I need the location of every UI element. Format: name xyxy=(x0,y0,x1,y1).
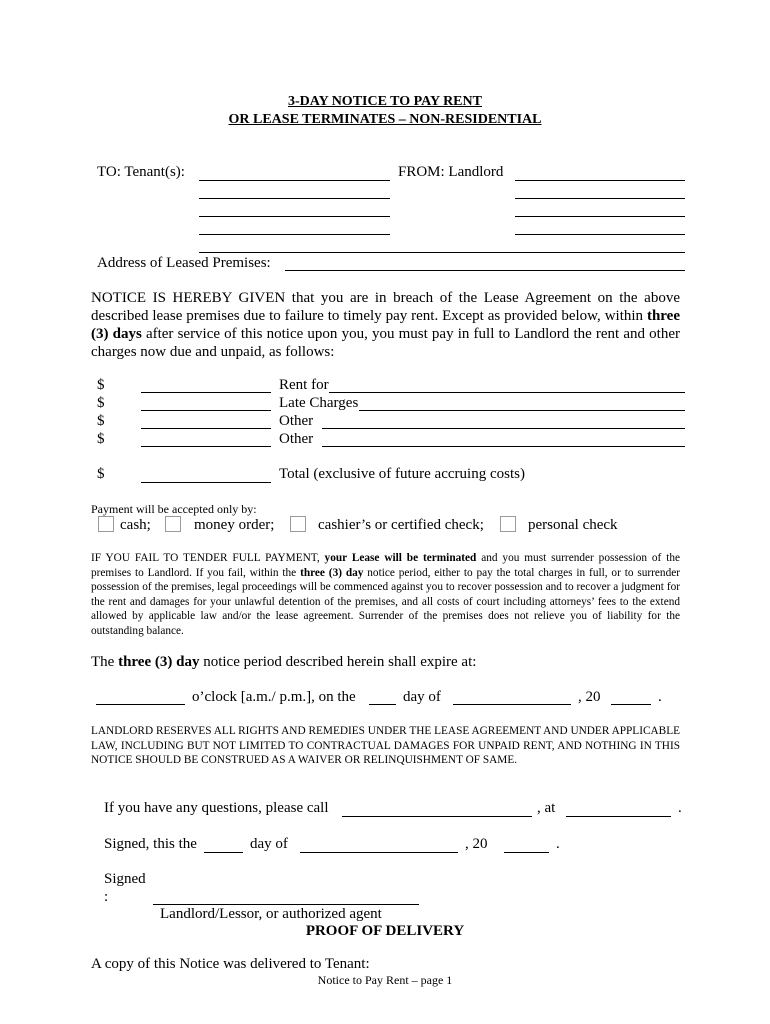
address-line-1[interactable] xyxy=(199,252,685,253)
tenant-name-line-3[interactable] xyxy=(199,216,390,217)
cash-checkbox[interactable] xyxy=(98,516,114,532)
other2-amount-line[interactable] xyxy=(141,446,271,447)
personal-check-checkbox[interactable] xyxy=(500,516,516,532)
currency-symbol: $ xyxy=(97,413,105,429)
signed-year-line[interactable] xyxy=(504,852,549,853)
cashiers-check-label: cashier’s or certified check; xyxy=(318,517,484,533)
landlord-name-line-3[interactable] xyxy=(515,216,685,217)
document-title: 3-DAY NOTICE TO PAY RENT xyxy=(288,94,482,109)
rent-period-line[interactable] xyxy=(329,392,685,393)
proof-heading: PROOF OF DELIVERY xyxy=(305,923,465,939)
expiry-day-line[interactable] xyxy=(369,704,396,705)
late-amount-line[interactable] xyxy=(141,410,271,411)
address-label: Address of Leased Premises: xyxy=(97,255,271,271)
expiry-period: . xyxy=(658,689,662,705)
landlord-label: FROM: Landlord xyxy=(398,164,504,180)
document-subtitle: OR LEASE TERMINATES – NON-RESIDENTIAL xyxy=(228,112,542,127)
contact-name-line[interactable] xyxy=(342,816,532,817)
page-footer: Notice to Pay Rent – page 1 xyxy=(317,973,453,987)
signed-day-of-label: day of xyxy=(250,836,288,852)
other1-label: Other xyxy=(279,413,314,429)
rent-amount-line[interactable] xyxy=(141,392,271,393)
rent-label: Rent for xyxy=(279,377,329,393)
expiry-statement: The three (3) day notice period described herein shall expire at: xyxy=(91,654,477,670)
total-amount-line[interactable] xyxy=(141,482,271,483)
other2-label: Other xyxy=(279,431,314,447)
other2-description-line[interactable] xyxy=(322,446,685,447)
late-charges-label: Late Charges xyxy=(279,395,359,411)
signed-month-line[interactable] xyxy=(300,852,458,853)
signed-label: Signed xyxy=(104,871,146,887)
address-line-2[interactable] xyxy=(285,270,685,271)
questions-label: If you have any questions, please call xyxy=(104,800,329,816)
signed-day-line[interactable] xyxy=(204,852,243,853)
contact-period: . xyxy=(678,800,682,816)
other1-amount-line[interactable] xyxy=(141,428,271,429)
expiry-day-of-label: day of xyxy=(403,689,441,705)
landlord-name-line-1[interactable] xyxy=(515,180,685,181)
landlord-name-line-2[interactable] xyxy=(515,198,685,199)
payment-heading: Payment will be accepted only by: xyxy=(91,502,257,516)
late-description-line[interactable] xyxy=(359,410,685,411)
delivery-statement: A copy of this Notice was delivered to Tenant: xyxy=(91,956,370,972)
currency-symbol: $ xyxy=(97,431,105,447)
landlord-name-line-4[interactable] xyxy=(515,234,685,235)
signed-period: . xyxy=(556,836,560,852)
personal-check-label: personal check xyxy=(528,517,618,533)
signed-colon: : xyxy=(104,889,109,905)
agent-label: Landlord/Lessor, or authorized agent xyxy=(160,906,382,922)
currency-symbol: $ xyxy=(97,466,105,482)
expiry-month-line[interactable] xyxy=(453,704,571,705)
tenant-name-line-2[interactable] xyxy=(199,198,390,199)
total-label: Total (exclusive of future accruing costs) xyxy=(279,466,525,482)
money-order-checkbox[interactable] xyxy=(165,516,181,532)
termination-warning: IF YOU FAIL TO TENDER FULL PAYMENT, your Lease will be terminated and you must surrender possession of the premises to Landlord. If you fail, within the three (3) day notice period, either to pay the total charges in full, or to surrender possession of the premises, legal proceedings will be commenced against you to recover possession and to recover a judgment for the rent and damages for your unlawful detention of the premises, and all costs of court including attorneys’ fees to the extend allowed by applicable law and/or the lease agreement. Surrender of the premises does not relieve you of liability for the outstanding balance. xyxy=(91,552,681,637)
cash-label: cash; xyxy=(120,517,151,533)
signed-this-label: Signed, this the xyxy=(104,836,197,852)
expiry-year-line[interactable] xyxy=(611,704,651,705)
cashiers-check-checkbox[interactable] xyxy=(290,516,306,532)
currency-symbol: $ xyxy=(97,395,105,411)
tenant-name-line-4[interactable] xyxy=(199,234,390,235)
currency-symbol: $ xyxy=(97,377,105,393)
notice-paragraph: NOTICE IS HEREBY GIVEN that you are in breach of the Lease Agreement on the above described lease premises due to failure to timely pay rent. Except as provided below, within three (3) days after service of this notice upon you, you must pay in full to Landlord the rent and other charges now due and unpaid, as follows: xyxy=(91,290,680,360)
expiry-year-label: , 20 xyxy=(578,689,601,705)
oclock-label: o’clock [a.m./ p.m.], on the xyxy=(192,689,356,705)
money-order-label: money order; xyxy=(194,517,275,533)
signed-year-label: , 20 xyxy=(465,836,488,852)
contact-at-label: , at xyxy=(537,800,556,816)
expiry-time-line[interactable] xyxy=(96,704,185,705)
signature-line[interactable] xyxy=(153,904,419,905)
other1-description-line[interactable] xyxy=(322,428,685,429)
rights-reservation: LANDLORD RESERVES ALL RIGHTS AND REMEDIES UNDER THE LEASE AGREEMENT AND UNDER APPLICABLE LAW, INCLUDING BUT NOT LIMITED TO CONTRACTUAL DAMAGES FOR UNPAID RENT, AND NOTHING IN THIS NOTICE SHOULD BE CONSTRUED AS A WAIVER OR RELINQUISHMENT OF SAME. xyxy=(91,725,680,766)
contact-phone-line[interactable] xyxy=(566,816,671,817)
tenant-label: TO: Tenant(s): xyxy=(97,164,185,180)
tenant-name-line-1[interactable] xyxy=(199,180,390,181)
